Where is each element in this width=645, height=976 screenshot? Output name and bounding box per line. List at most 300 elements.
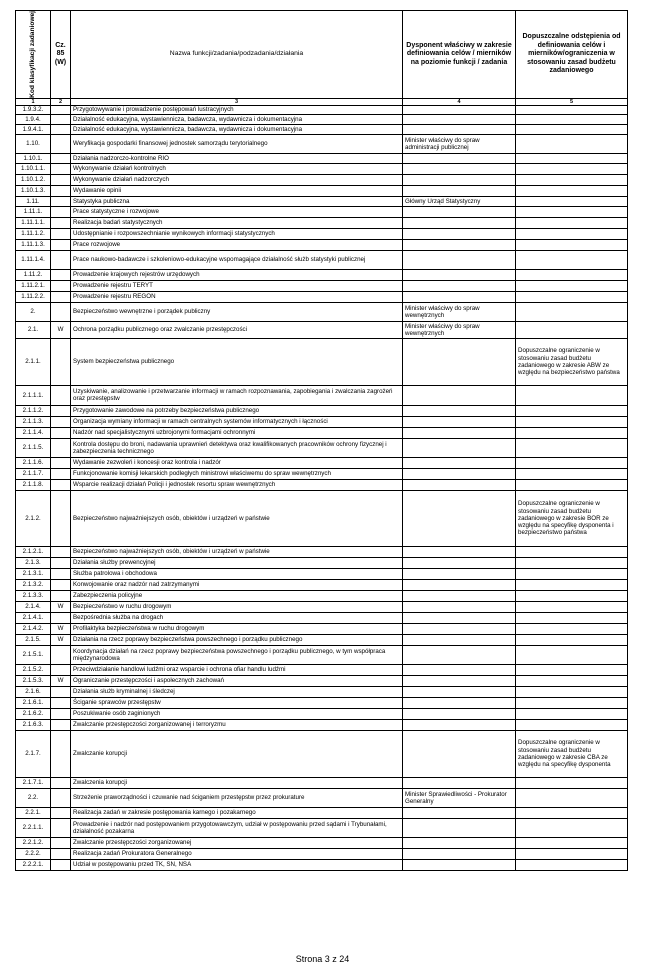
row-part [51, 124, 71, 134]
row-limitation [516, 590, 628, 601]
table-row [16, 385, 628, 405]
table-row [16, 438, 628, 457]
row-code: 1.10.1. [16, 153, 51, 163]
row-disposer [403, 568, 516, 579]
row-code: 1.11.1. [16, 206, 51, 217]
row-code: 2.1.3.1. [16, 568, 51, 579]
row-code: 2.1.1. [16, 338, 51, 385]
row-disposer [403, 185, 516, 196]
row-part [51, 708, 71, 719]
row-name: Zwalczanie przestępczości zorganizowanej i terroryzmu [71, 719, 403, 730]
table-row [16, 697, 628, 708]
row-name: Działania nadzorczo-kontrolne RIO [71, 153, 403, 163]
row-code: 2.2.2. [16, 848, 51, 859]
row-name: Realizacja zadań w zakresie postępowania karnego i pozakarnego [71, 807, 403, 818]
table-row [16, 490, 628, 546]
row-name: Prace rozwojowe [71, 239, 403, 250]
table-row [16, 623, 628, 634]
row-limitation [516, 579, 628, 590]
table-row [16, 730, 628, 777]
row-code: 1.10.1.1. [16, 163, 51, 174]
row-code: 1.11.1.3. [16, 239, 51, 250]
row-disposer [403, 468, 516, 479]
row-limitation [516, 612, 628, 623]
row-name: Służba patrolowa i obchodowa [71, 568, 403, 579]
table-row [16, 174, 628, 185]
row-part [51, 185, 71, 196]
row-code: 2.1.5. [16, 634, 51, 645]
row-part [51, 105, 71, 114]
row-code: 2.2.1.2. [16, 837, 51, 848]
row-disposer [403, 719, 516, 730]
row-disposer [403, 612, 516, 623]
table-row [16, 708, 628, 719]
row-code: 2.1.3.3. [16, 590, 51, 601]
row-code: 2.2.1. [16, 807, 51, 818]
row-limitation [516, 807, 628, 818]
table-row [16, 321, 628, 338]
row-disposer [403, 664, 516, 675]
row-part: W [51, 601, 71, 612]
header-row [16, 11, 628, 99]
row-code: 1.11.2.2. [16, 291, 51, 302]
row-name: Organizacja wymiany informacji w ramach centralnych systemów informatycznych i łączności [71, 416, 403, 427]
row-part [51, 859, 71, 870]
row-code: 2.1.2.1. [16, 546, 51, 557]
row-disposer [403, 239, 516, 250]
row-name: Udostępnianie i rozpowszechnianie wynikowych informacji statystycznych [71, 228, 403, 239]
table-row [16, 848, 628, 859]
header-part: Cz. 85 (W) [51, 11, 71, 99]
row-disposer [403, 708, 516, 719]
row-limitation [516, 697, 628, 708]
row-disposer [403, 675, 516, 686]
row-code: 1.11.1.2. [16, 228, 51, 239]
row-code: 2.1.5.3. [16, 675, 51, 686]
row-disposer [403, 174, 516, 185]
row-disposer [403, 385, 516, 405]
row-name: Zwalczanie przestępczości zorganizowanej [71, 837, 403, 848]
row-disposer [403, 623, 516, 634]
row-disposer [403, 557, 516, 568]
table-row [16, 269, 628, 280]
row-part [51, 568, 71, 579]
row-part: W [51, 675, 71, 686]
row-disposer: Minister właściwy do spraw wewnętrznych [403, 302, 516, 321]
row-name: Przygotowywanie i prowadzenie postępowań lustracyjnych [71, 105, 403, 114]
row-code: 2.1.4.2. [16, 623, 51, 634]
row-part [51, 479, 71, 490]
row-name: Działania służby prewencyjnej [71, 557, 403, 568]
row-code: 1.9.4. [16, 114, 51, 124]
table-row [16, 777, 628, 788]
table-row [16, 601, 628, 612]
table-row [16, 468, 628, 479]
row-limitation [516, 321, 628, 338]
table-row [16, 153, 628, 163]
row-code: 1.9.4.1. [16, 124, 51, 134]
row-part [51, 579, 71, 590]
table-row [16, 185, 628, 196]
row-name: Bezpieczeństwo wewnętrzne i porządek publiczny [71, 302, 403, 321]
row-part [51, 557, 71, 568]
table-row [16, 416, 628, 427]
table-row [16, 664, 628, 675]
row-disposer [403, 634, 516, 645]
row-limitation [516, 568, 628, 579]
row-disposer [403, 416, 516, 427]
row-part [51, 269, 71, 280]
row-name: Bezpieczeństwo najważniejszych osób, obiektów i urządzeń w państwie [71, 546, 403, 557]
row-disposer [403, 124, 516, 134]
row-code: 2.1.6.3. [16, 719, 51, 730]
row-limitation [516, 601, 628, 612]
row-limitation [516, 114, 628, 124]
table-row [16, 612, 628, 623]
row-part [51, 385, 71, 405]
table-row [16, 134, 628, 153]
row-code: 2.1.5.2. [16, 664, 51, 675]
row-disposer [403, 590, 516, 601]
table-row [16, 163, 628, 174]
row-part [51, 546, 71, 557]
row-part [51, 788, 71, 807]
row-limitation [516, 859, 628, 870]
row-name: Profilaktyka bezpieczeństwa w ruchu drogowym [71, 623, 403, 634]
row-code: 2.1.2. [16, 490, 51, 546]
row-code: 2.1. [16, 321, 51, 338]
table-row [16, 686, 628, 697]
row-part [51, 416, 71, 427]
row-limitation [516, 163, 628, 174]
row-part [51, 777, 71, 788]
row-name: Konwojowanie oraz nadzór nad zatrzymanymi [71, 579, 403, 590]
row-name: Wydawanie opinii [71, 185, 403, 196]
table-row [16, 405, 628, 416]
row-part [51, 338, 71, 385]
row-limitation [516, 105, 628, 114]
row-part [51, 490, 71, 546]
table-row [16, 206, 628, 217]
row-limitation [516, 777, 628, 788]
row-name: Bezpieczeństwo w ruchu drogowym [71, 601, 403, 612]
row-disposer [403, 153, 516, 163]
row-name: Udział w postępowaniu przed TK, SN, NSA [71, 859, 403, 870]
row-part [51, 719, 71, 730]
table-row [16, 228, 628, 239]
table-row [16, 568, 628, 579]
row-limitation [516, 634, 628, 645]
column-number-row [16, 98, 628, 105]
row-part [51, 818, 71, 837]
row-part [51, 153, 71, 163]
row-limitation [516, 457, 628, 468]
header-disposer: Dysponent właściwy w zakresie definiowania celów / mierników na poziomie funkcji / zadania [403, 11, 516, 99]
row-disposer [403, 228, 516, 239]
row-name: System bezpieczeństwa publicznego [71, 338, 403, 385]
row-disposer [403, 807, 516, 818]
table-row [16, 427, 628, 438]
row-code: 2.1.3.2. [16, 579, 51, 590]
row-part [51, 457, 71, 468]
row-limitation [516, 468, 628, 479]
row-part [51, 848, 71, 859]
row-code: 2.1.5.1. [16, 645, 51, 664]
row-disposer: Główny Urząd Statystyczny [403, 196, 516, 206]
table-row [16, 291, 628, 302]
row-code: 1.10.1.3. [16, 185, 51, 196]
row-code: 2.2.2.1. [16, 859, 51, 870]
table-row [16, 818, 628, 837]
row-name: Prowadzenie i nadzór nad postępowaniem przygotowawczym, udział w postępowaniu przed sądami i Trybunałami, działalność pozakarna [71, 818, 403, 837]
row-code: 2.1.1.4. [16, 427, 51, 438]
row-limitation [516, 818, 628, 837]
table-row [16, 124, 628, 134]
table-row [16, 302, 628, 321]
table-row [16, 645, 628, 664]
row-disposer [403, 206, 516, 217]
row-part [51, 228, 71, 239]
row-disposer [403, 438, 516, 457]
row-code: 2. [16, 302, 51, 321]
row-code: 2.1.4. [16, 601, 51, 612]
row-name: Uzyskiwanie, analizowanie i przetwarzanie informacji w ramach rozpoznawania, zapobiegania i zwalczania zagrożeń oraz przestępstw [71, 385, 403, 405]
row-name: Prowadzenie rejestru TERYT [71, 280, 403, 291]
row-disposer [403, 859, 516, 870]
row-limitation [516, 686, 628, 697]
row-name: Działania służb kryminalnej i śledczej [71, 686, 403, 697]
row-code: 1.11.2.1. [16, 280, 51, 291]
row-part [51, 438, 71, 457]
row-code: 2.1.1.2. [16, 405, 51, 416]
row-limitation [516, 185, 628, 196]
row-code: 1.11. [16, 196, 51, 206]
row-part [51, 645, 71, 664]
row-part [51, 196, 71, 206]
row-limitation [516, 228, 628, 239]
row-part [51, 291, 71, 302]
row-name: Prace naukowo-badawcze i szkoleniowo-edukacyjne wspomagające działalność służb statystyki publicznej [71, 250, 403, 269]
row-name: Strzeżenie praworządności i czuwanie nad ściganiem przestępstw przez prokurature [71, 788, 403, 807]
row-limitation [516, 239, 628, 250]
row-disposer [403, 777, 516, 788]
row-code: 2.1.1.1. [16, 385, 51, 405]
row-limitation [516, 427, 628, 438]
row-code: 2.1.1.3. [16, 416, 51, 427]
row-part: W [51, 623, 71, 634]
table-row [16, 719, 628, 730]
row-code: 2.1.1.8. [16, 479, 51, 490]
row-name: Ściganie sprawców przestępstw [71, 697, 403, 708]
row-part [51, 837, 71, 848]
row-part [51, 206, 71, 217]
row-limitation [516, 250, 628, 269]
table-row [16, 807, 628, 818]
row-part [51, 697, 71, 708]
row-limitation [516, 788, 628, 807]
column-number: 1 [16, 98, 51, 105]
row-disposer [403, 730, 516, 777]
row-name: Działania na rzecz poprawy bezpieczeństwa powszechnego i porządku publicznego [71, 634, 403, 645]
row-part [51, 250, 71, 269]
row-limitation [516, 438, 628, 457]
table-row [16, 837, 628, 848]
row-part [51, 612, 71, 623]
row-disposer: Minister właściwy do spraw wewnętrznych [403, 321, 516, 338]
row-limitation [516, 623, 628, 634]
row-part [51, 590, 71, 601]
row-limitation [516, 405, 628, 416]
row-disposer [403, 217, 516, 228]
row-name: Bezpieczeństwo najważniejszych osób, obiektów i urządzeń w państwie [71, 490, 403, 546]
row-part [51, 280, 71, 291]
row-disposer [403, 579, 516, 590]
row-name: Zwalczanie korupcji [71, 730, 403, 777]
row-limitation [516, 217, 628, 228]
table-row [16, 196, 628, 206]
header-limitations: Dopuszczalne odstępienia od definiowania celów i mierników/ograniczenia w stosowaniu zasad budżetu zadaniowego [516, 11, 628, 99]
row-limitation [516, 134, 628, 153]
row-code: 2.1.7. [16, 730, 51, 777]
table-row [16, 105, 628, 114]
row-part [51, 730, 71, 777]
row-name: Prace statystyczne i rozwojowe [71, 206, 403, 217]
row-name: Działalność edukacyjna, wystawiennicza, badawcza, wydawnicza i dokumentacyjna [71, 124, 403, 134]
row-disposer [403, 114, 516, 124]
row-name: Ograniczanie przestępczości i aspołecznych zachowań [71, 675, 403, 686]
classification-table [15, 10, 628, 871]
row-part [51, 427, 71, 438]
row-code: 1.11.2. [16, 269, 51, 280]
row-name: Poszukiwanie osób zaginionych [71, 708, 403, 719]
row-limitation [516, 153, 628, 163]
row-limitation [516, 124, 628, 134]
row-code: 1.9.3.2. [16, 105, 51, 114]
row-disposer [403, 546, 516, 557]
row-code: 2.1.1.5. [16, 438, 51, 457]
row-part [51, 302, 71, 321]
row-limitation [516, 557, 628, 568]
row-part [51, 664, 71, 675]
row-code: 2.1.6.2. [16, 708, 51, 719]
row-name: Funkcjonowanie komisji lekarskich podległych ministrowi właściwemu do spraw wewnętrznych [71, 468, 403, 479]
table-row [16, 557, 628, 568]
row-name: Prowadzenie krajowych rejestrów urzędowych [71, 269, 403, 280]
row-code: 2.1.1.6. [16, 457, 51, 468]
table-row [16, 590, 628, 601]
row-disposer [403, 697, 516, 708]
row-name: Realizacja zadań Prokuratora Generalnego [71, 848, 403, 859]
row-limitation [516, 664, 628, 675]
row-part [51, 163, 71, 174]
row-part: W [51, 634, 71, 645]
row-name: Bezpośrednia służba na drogach [71, 612, 403, 623]
row-code: 1.10.1.2. [16, 174, 51, 185]
row-limitation [516, 719, 628, 730]
row-disposer [403, 291, 516, 302]
row-code: 2.1.1.7. [16, 468, 51, 479]
row-code: 2.1.6. [16, 686, 51, 697]
row-name: Przeciwdziałanie handlowi ludźmi oraz wsparcie i ochrona ofiar handlu ludźmi [71, 664, 403, 675]
table-row [16, 675, 628, 686]
row-disposer [403, 457, 516, 468]
row-part [51, 686, 71, 697]
row-code: 2.1.4.1. [16, 612, 51, 623]
row-part [51, 807, 71, 818]
row-disposer [403, 163, 516, 174]
row-limitation: Dopuszczalne ograniczenie w stosowaniu zasad budżetu zadaniowego w zakresie ABW ze względu na bezpieczeństwo państwa [516, 338, 628, 385]
row-limitation [516, 174, 628, 185]
row-limitation [516, 291, 628, 302]
row-limitation [516, 302, 628, 321]
row-part [51, 134, 71, 153]
table-row [16, 217, 628, 228]
table-body [16, 105, 628, 870]
table-row [16, 859, 628, 870]
row-name: Wydawanie zezwoleń i koncesji oraz kontrola i nadzór [71, 457, 403, 468]
row-disposer [403, 338, 516, 385]
row-limitation [516, 645, 628, 664]
table-row [16, 788, 628, 807]
row-code: 1.11.1.4. [16, 250, 51, 269]
column-number: 5 [516, 98, 628, 105]
row-name: Wsparcie realizacji działań Policji i jednostek resortu spraw wewnętrznych [71, 479, 403, 490]
row-disposer: Minister Sprawiedliwości - Prokurator Generalny [403, 788, 516, 807]
row-limitation [516, 708, 628, 719]
row-limitation [516, 269, 628, 280]
row-name: Realizacja badań statystycznych [71, 217, 403, 228]
table-row [16, 634, 628, 645]
row-disposer [403, 105, 516, 114]
row-name: Kontrola dostępu do broni, nadawania uprawnień detektywa oraz kwalifikowanych pracowników ochrony fizycznej i zabezpieczenia technicznego [71, 438, 403, 457]
row-name: Zwalczenia korupcji [71, 777, 403, 788]
row-name: Zabezpieczenia policyjne [71, 590, 403, 601]
row-disposer [403, 250, 516, 269]
row-name: Działalność edukacyjna, wystawiennicza, badawcza, wydawnicza i dokumentacyjna [71, 114, 403, 124]
row-name: Przygotowanie zawodowe na potrzeby bezpieczeństwa publicznego [71, 405, 403, 416]
row-disposer [403, 645, 516, 664]
table-row [16, 250, 628, 269]
row-name: Wykonywanie działań nadzorczych [71, 174, 403, 185]
row-code: 1.10. [16, 134, 51, 153]
table-row [16, 457, 628, 468]
row-disposer [403, 601, 516, 612]
row-code: 2.2.1.1. [16, 818, 51, 837]
table-row [16, 479, 628, 490]
row-name: Wykonywanie działań kontrolnych [71, 163, 403, 174]
row-limitation [516, 837, 628, 848]
table-row [16, 579, 628, 590]
row-name: Prowadzenie rejestru REGON [71, 291, 403, 302]
row-disposer [403, 269, 516, 280]
row-limitation [516, 848, 628, 859]
row-disposer [403, 686, 516, 697]
row-limitation [516, 206, 628, 217]
table-row [16, 338, 628, 385]
column-number: 2 [51, 98, 71, 105]
row-disposer [403, 837, 516, 848]
row-disposer [403, 818, 516, 837]
row-limitation [516, 675, 628, 686]
row-limitation [516, 546, 628, 557]
row-limitation [516, 280, 628, 291]
row-limitation: Dopuszczalne ograniczenie w stosowaniu zasad budżetu zadaniowego w zakresie BOR ze względu na specyfikę dysponenta i bezpieczeństwo państwa [516, 490, 628, 546]
row-name: Nadzór nad specjalistycznymi uzbrojonymi formacjami ochronnymi [71, 427, 403, 438]
row-part: W [51, 321, 71, 338]
table-row [16, 114, 628, 124]
table-row [16, 280, 628, 291]
row-disposer [403, 427, 516, 438]
